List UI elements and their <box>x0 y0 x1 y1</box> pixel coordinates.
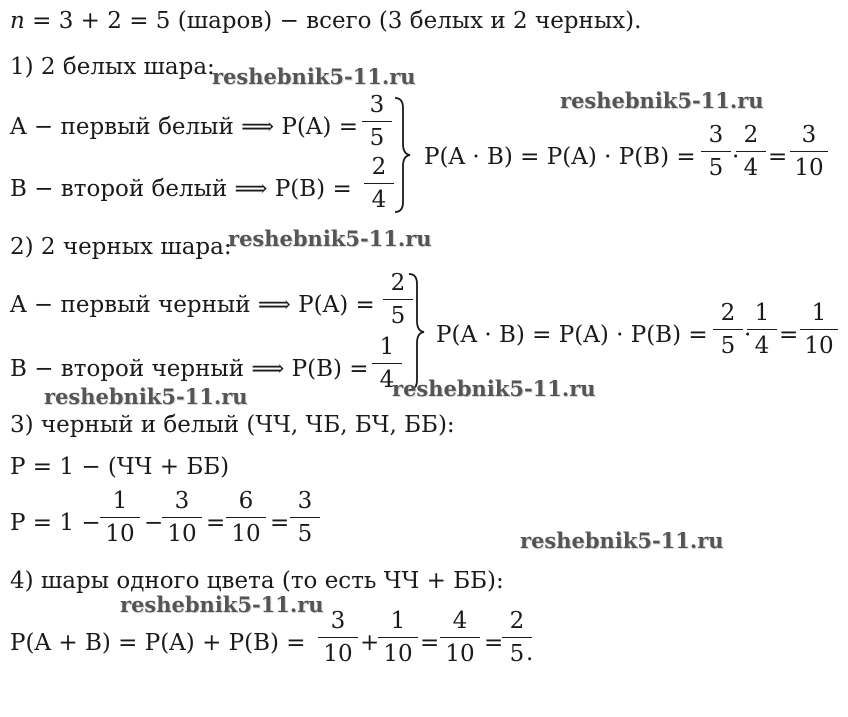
case1-brace-icon <box>392 96 412 214</box>
case3-fraction-2 <box>162 490 202 546</box>
case2-result-prefix: P(A · B) = P(A) · P(B) = <box>436 322 708 348</box>
watermark-1: reshebnik5-11.ru <box>212 64 416 89</box>
fraction-bar <box>713 329 743 330</box>
case4-heading: 4) шары одного цвета (то есть ЧЧ + ББ): <box>10 568 504 594</box>
case3-line1: P = 1 − (ЧЧ + ББ) <box>10 454 230 480</box>
case2-result-fraction-1 <box>713 302 743 358</box>
fraction-denominator: 5 <box>369 125 385 151</box>
fraction-denominator: 10 <box>794 155 824 181</box>
intro-text: = 3 + 2 = 5 (шаров) − всего (3 белых и 2 черных). <box>24 8 642 34</box>
watermark-5: reshebnik5-11.ru <box>392 376 596 401</box>
fraction-numerator: 3 <box>708 122 724 148</box>
fraction-numerator: 6 <box>238 488 254 514</box>
fraction-numerator: 2 <box>720 300 736 326</box>
fraction-denominator: 5 <box>297 521 313 547</box>
case4-fraction-3 <box>440 610 480 666</box>
fraction-denominator: 4 <box>371 187 387 213</box>
case3-fraction-3 <box>226 490 266 546</box>
fraction-denominator: 4 <box>379 367 395 393</box>
fraction-bar <box>290 517 320 518</box>
fraction-bar <box>318 637 358 638</box>
watermark-7: reshebnik5-11.ru <box>120 592 324 617</box>
fraction-denominator: 10 <box>383 641 413 667</box>
fraction-numerator: 1 <box>811 300 827 326</box>
fraction-bar <box>747 329 777 330</box>
fraction-numerator: 4 <box>452 608 468 634</box>
case1-result-fraction-1 <box>701 124 731 180</box>
fraction-denominator: 10 <box>323 641 353 667</box>
case3-minus: − <box>144 510 164 536</box>
fraction-bar <box>226 517 266 518</box>
case1-event-b-fraction <box>364 156 394 212</box>
case2-event-b: B − второй черный ⟹ P(B) = <box>10 356 369 382</box>
fraction-numerator: 3 <box>801 122 817 148</box>
fraction-bar <box>440 637 480 638</box>
fraction-numerator: 2 <box>390 270 406 296</box>
fraction-bar <box>100 517 140 518</box>
case4-fraction-2 <box>378 610 418 666</box>
case4-plus: + <box>360 630 380 656</box>
fraction-numerator: 2 <box>509 608 525 634</box>
case4-line-prefix: P(A + B) = P(A) + P(B) = <box>10 630 306 656</box>
case4-equals-2: = <box>484 630 504 656</box>
fraction-bar <box>378 637 418 638</box>
case4-equals-1: = <box>420 630 440 656</box>
fraction-bar <box>701 151 731 152</box>
case2-result-fraction-3 <box>800 302 838 358</box>
case3-fraction-1 <box>100 490 140 546</box>
watermark-4: reshebnik5-11.ru <box>44 384 248 409</box>
fraction-bar <box>364 183 394 184</box>
case2-equals: = <box>779 322 799 348</box>
case1-event-b: B − второй белый ⟹ P(B) = <box>10 176 352 202</box>
fraction-bar <box>736 151 766 152</box>
fraction-numerator: 3 <box>297 488 313 514</box>
fraction-denominator: 10 <box>231 521 261 547</box>
fraction-numerator: 3 <box>369 92 385 118</box>
fraction-numerator: 3 <box>330 608 346 634</box>
fraction-bar <box>362 121 392 122</box>
fraction-denominator: 5 <box>720 333 736 359</box>
fraction-denominator: 5 <box>708 155 724 181</box>
fraction-numerator: 1 <box>754 300 770 326</box>
fraction-numerator: 3 <box>174 488 190 514</box>
fraction-denominator: 10 <box>445 641 475 667</box>
case1-dot: · <box>732 144 740 170</box>
fraction-denominator: 10 <box>167 521 197 547</box>
fraction-bar <box>502 637 532 638</box>
watermark-6: reshebnik5-11.ru <box>520 528 724 553</box>
case3-equals-1: = <box>206 510 226 536</box>
case3-line2-prefix: P = 1 − <box>10 510 101 536</box>
case4-fraction-1 <box>318 610 358 666</box>
case1-result-fraction-2 <box>736 124 766 180</box>
fraction-denominator: 5 <box>509 641 525 667</box>
case3-fraction-4 <box>290 490 320 546</box>
case1-result-fraction-3 <box>790 124 828 180</box>
case1-equals: = <box>768 144 788 170</box>
case4-period: . <box>526 640 534 666</box>
fraction-numerator: 1 <box>112 488 128 514</box>
case1-event-a-fraction <box>362 94 392 150</box>
fraction-numerator: 2 <box>743 122 759 148</box>
case3-equals-2: = <box>270 510 290 536</box>
case2-brace-icon <box>406 272 426 392</box>
case2-event-a: A − первый черный ⟹ P(A) = <box>10 292 375 318</box>
case2-heading: 2) 2 черных шара: <box>10 234 232 260</box>
fraction-bar <box>372 363 402 364</box>
case1-result-prefix: P(A · B) = P(A) · P(B) = <box>424 144 696 170</box>
fraction-bar <box>800 329 838 330</box>
fraction-bar <box>790 151 828 152</box>
case3-heading: 3) черный и белый (ЧЧ, ЧБ, БЧ, ББ): <box>10 412 455 438</box>
fraction-numerator: 2 <box>371 154 387 180</box>
fraction-denominator: 4 <box>743 155 759 181</box>
fraction-numerator: 1 <box>390 608 406 634</box>
intro-line <box>10 10 641 33</box>
fraction-denominator: 4 <box>754 333 770 359</box>
variable-n: n <box>10 8 25 34</box>
case1-heading: 1) 2 белых шара: <box>10 54 215 80</box>
case1-event-a: A − первый белый ⟹ P(A) = <box>10 114 358 140</box>
fraction-bar <box>162 517 202 518</box>
case2-dot: · <box>744 322 752 348</box>
watermark-2: reshebnik5-11.ru <box>560 88 764 113</box>
fraction-numerator: 1 <box>379 334 395 360</box>
fraction-denominator: 5 <box>390 303 406 329</box>
case2-result-fraction-2 <box>747 302 777 358</box>
fraction-denominator: 10 <box>105 521 135 547</box>
fraction-denominator: 10 <box>804 333 834 359</box>
watermark-3: reshebnik5-11.ru <box>228 226 432 251</box>
